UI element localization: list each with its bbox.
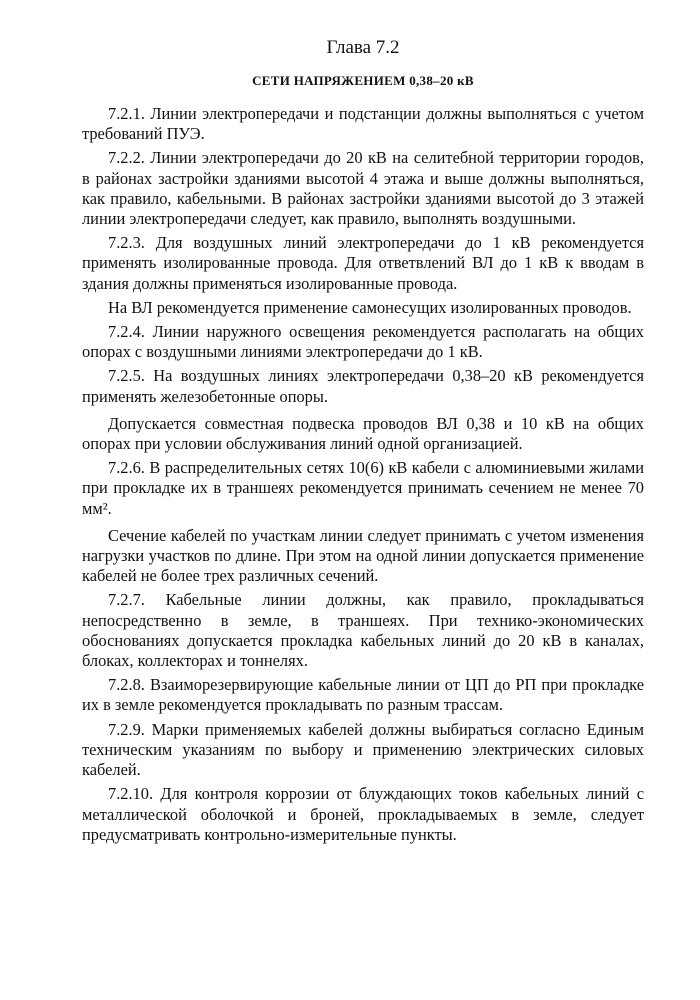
paragraph-7-2-6: 7.2.6. В распределительных сетях 10(6) кВ кабели с алюминиевыми жилами при прокладке их в траншеях рекомендуется принимать сечением не менее 70 мм². — [82, 458, 644, 518]
paragraph-7-2-2: 7.2.2. Линии электропередачи до 20 кВ на селитебной территории городов, в районах застройки зданиями высотой 4 этажа и выше должны выполняться, как правило, кабельными. В районах застройки зданиями высотой до 3 этажей линии электропередачи следует, как правило, выполнять воздушными. — [82, 148, 644, 229]
paragraph-7-2-7: 7.2.7. Кабельные линии должны, как правило, прокладываться непосредственно в земле, в траншеях. При технико-экономических обоснованиях допускается прокладка кабельных линий до 20 кВ в каналах, блоках, коллекторах и тоннелях. — [82, 590, 644, 671]
paragraph-7-2-9: 7.2.9. Марки применяемых кабелей должны выбираться согласно Единым техническим указаниям по выбору и применению электрических силовых кабелей. — [82, 719, 644, 780]
chapter-heading: Глава 7.2 — [326, 37, 400, 58]
paragraph-7-2-8: 7.2.8. Взаиморезервирующие кабельные линии от ЦП до РП при прокладке их в земле рекомендуется прокладывать по разным трассам. — [82, 675, 644, 715]
paragraph-7-2-10: 7.2.10. Для контроля коррозии от блуждающих токов кабельных линий с металлической оболочкой и броней, прокладываемых в земле, следует предусматривать контрольно-измерительные пункты. — [82, 784, 644, 844]
paragraph-7-2-5: 7.2.5. На воздушных линиях электропередачи 0,38–20 кВ рекомендуется применять железобетонные опоры. — [82, 366, 644, 406]
paragraph-7-2-6-note: Сечение кабелей по участкам линии следует принимать с учетом изменения нагрузки участков по длине. При этом на одной линии допускается применение кабелей не более трех различных сечений. — [82, 525, 644, 586]
paragraph-7-2-1: 7.2.1. Линии электропередачи и подстанции должны выполняться с учетом требований ПУЭ. — [82, 104, 644, 144]
section-title: СЕТИ НАПРЯЖЕНИЕМ 0,38–20 кВ — [252, 73, 474, 88]
document-page — [82, 36, 644, 849]
paragraph-7-2-3: 7.2.3. Для воздушных линий электропередачи до 1 кВ рекомендуется применять изолированные провода. Для ответвлений ВЛ до 1 кВ к вводам в здания должны применяться изолированные провода. — [82, 233, 644, 293]
paragraph-7-2-3-note: На ВЛ рекомендуется применение самонесущих изолированных проводов. — [108, 297, 632, 317]
paragraph-7-2-5-note: Допускается совместная подвеска проводов ВЛ 0,38 и 10 кВ на общих опорах при условии обслуживания линий одной организацией. — [82, 413, 644, 454]
paragraph-7-2-4: 7.2.4. Линии наружного освещения рекомендуется располагать на общих опорах с воздушными линиями электропередачи до 1 кВ. — [82, 322, 644, 362]
